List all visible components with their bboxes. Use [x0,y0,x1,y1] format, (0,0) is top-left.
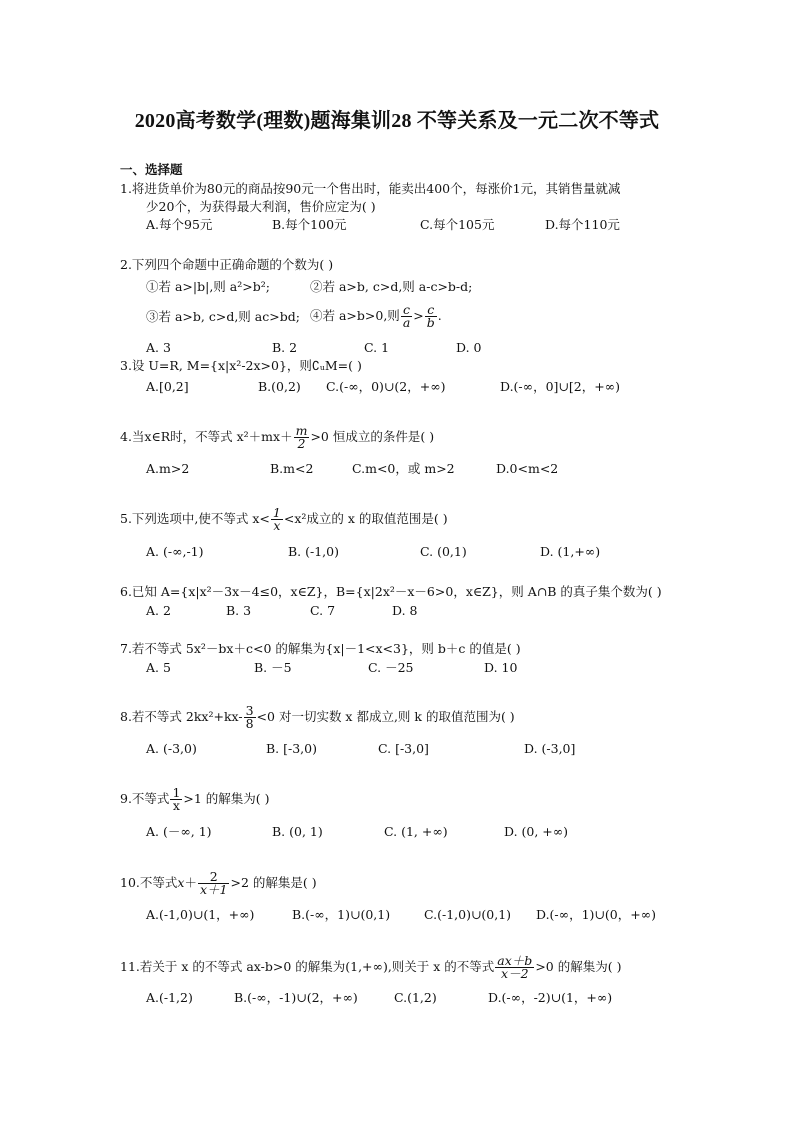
question-9-option-d: D. (0, +∞) [504,824,569,839]
question-9-option-b: B. (0, 1) [272,824,323,839]
question-8-option-d: D. (-3,0] [524,741,576,756]
question-3-stem: 3.设 U=R, M={x|x²-2x>0}，则∁ᵤM=( ) [120,358,362,373]
question-8-stem [120,698,515,736]
question-5-text-after: <x²成立的 x 的取值范围是( ) [283,511,448,526]
fraction-numerator: ax＋b [497,952,533,968]
fraction-3-over-8 [244,702,256,731]
question-11-text-after: >0 的解集为( ) [535,959,622,974]
fraction-c-over-a [401,301,412,330]
question-9-text-before: 9.不等式 [120,791,170,806]
fraction-numerator: 3 [245,702,254,718]
question-9-option-a: A. (－∞, 1) [146,824,212,839]
question-1-option-c: C.每个105元 [420,217,495,232]
question-2-option-b: B. 2 [272,340,298,355]
question-6-stem: 6.已知 A={x|x²－3x－4≤0，x∈Z}，B={x|2x²－x－6>0，x∈Z}，则 A∩B 的真子集个数为( ) [120,584,662,599]
question-7-option-b: B. －5 [254,660,292,675]
fraction-numerator: 2 [198,871,230,885]
question-2-option-c: C. 1 [364,340,390,355]
question-8-option-c: C. [-3,0] [378,741,429,756]
fraction-denominator: a [402,315,411,330]
question-11-stem [120,948,621,986]
question-7-option-d: D. 10 [484,660,518,675]
variable-x: x [177,875,185,890]
question-4-option-c: C.m<0，或 m>2 [352,461,455,476]
fraction-denominator: x [273,518,281,533]
period: . [437,308,442,323]
fraction-denominator: 8 [245,716,254,731]
question-5-option-d: D. (1,+∞) [540,544,601,559]
fraction-numerator: m [295,422,308,438]
fraction-numerator: 1 [172,784,181,800]
question-11-option-d: D.(-∞，-2)∪(1，+∞) [488,990,613,1005]
question-6-option-b: B. 3 [226,603,252,618]
fraction-denominator: b [426,315,435,330]
fraction-denominator: 2 [297,436,306,451]
fraction-ax-plus-b-over-x-minus-2 [495,952,534,981]
question-2-option-a: A. 3 [146,340,171,355]
question-4-text-before: 4.当x∈R时，不等式 x²＋mx＋ [120,429,293,444]
fraction-numerator: c [401,304,412,318]
fraction-1-over-x [271,504,283,533]
question-3-option-b: B.(0,2) [258,379,301,394]
question-1-option-a: A.每个95元 [146,217,213,232]
question-8-text-before: 8.若不等式 2kx²+kx- [120,709,243,724]
question-8-option-a: A. (-3,0) [146,741,197,756]
page-title: 2020高考数学(理数)题海集训28 不等关系及一元二次不等式 [134,110,660,132]
fraction-denominator: x [172,798,180,813]
fraction-denominator: x＋1 [199,882,228,897]
question-1-line-2: 少20个，为获得最大利润，售价应定为( ) [146,199,376,214]
question-2-proposition-4 [310,298,442,334]
section-heading: 一、选择题 [120,162,183,177]
question-10-option-c: C.(-1,0)∪(0,1) [424,907,512,922]
question-3-option-d: D.(-∞，0]∪[2，+∞) [500,379,620,394]
question-4-stem [120,418,434,456]
question-5-option-b: B. (-1,0) [288,544,339,559]
fraction-c-over-b [425,301,437,330]
question-7-option-a: A. 5 [146,660,171,675]
question-10-text-before: 10.不等式 [120,875,178,890]
question-11-text-before: 11.若关于 x 的不等式 ax-b>0 的解集为(1,+∞),则关于 x 的不等式 [120,959,495,974]
question-2-proposition-1: ①若 a>|b|,则 a²>b²; [146,279,270,294]
question-7-stem: 7.若不等式 5x²－bx＋c<0 的解集为{x|－1<x<3}，则 b＋c 的值是( ) [120,641,521,656]
question-10-text-after: >2 的解集是( ) [230,875,317,890]
question-9-stem [120,780,270,818]
greater-than-sign: > [413,308,424,323]
question-4-option-d: D.0<m<2 [496,461,559,476]
question-3-option-c: C.(-∞，0)∪(2，+∞) [326,379,446,394]
question-5-text-before: 5.下列选项中,使不等式 x< [120,511,270,526]
question-2-stem: 2.下列四个命题中正确命题的个数为( ) [120,257,334,272]
question-5-option-a: A. (-∞,-1) [146,544,204,559]
question-11-option-a: A.(-1,2) [146,990,193,1005]
question-2-proposition-3: ③若 a>b, c>d,则 ac>bd; [146,309,300,324]
fraction-denominator: x－2 [501,966,529,981]
question-1-option-d: D.每个110元 [545,217,620,232]
question-1-option-b: B.每个100元 [272,217,347,232]
fraction-2-over-x-plus-1 [198,868,230,897]
question-6-option-d: D. 8 [392,603,418,618]
fraction-m-over-2 [294,422,310,451]
question-11-option-b: B.(-∞，-1)∪(2，+∞) [234,990,358,1005]
question-3-option-a: A.[0,2] [146,379,189,394]
question-1-line-1: 1.将进货单价为80元的商品按90元一个售出时，能卖出400个，每涨价1元，其销售量就减 [120,181,621,196]
question-4-option-a: A.m>2 [146,461,190,476]
fraction-1-over-x [170,784,182,813]
question-2-proposition-2: ②若 a>b, c>d,则 a-c>b-d; [310,279,473,294]
question-6-option-a: A. 2 [146,603,171,618]
question-5-stem [120,500,448,538]
fraction-numerator: 1 [272,504,281,520]
proposition-4-prefix: ④若 a>b>0,则 [310,308,400,323]
question-4-option-b: B.m<2 [270,461,314,476]
question-10-option-a: A.(-1,0)∪(1，+∞) [146,907,255,922]
question-5-option-c: C. (0,1) [420,544,467,559]
question-11-option-c: C.(1,2) [394,990,437,1005]
question-4-text-after: >0 恒成立的条件是( ) [310,429,435,444]
question-7-option-c: C. －25 [368,660,414,675]
plus-sign: ＋ [184,875,197,890]
fraction-numerator: c [425,304,437,318]
question-8-text-after: <0 对一切实数 x 都成立,则 k 的取值范围为( ) [256,709,515,724]
question-8-option-b: B. [-3,0) [266,741,317,756]
question-10-stem [120,864,317,902]
question-10-option-b: B.(-∞，1)∪(0,1) [292,907,391,922]
question-9-text-after: >1 的解集为( ) [183,791,270,806]
question-10-option-d: D.(-∞，1)∪(0，+∞) [536,907,656,922]
question-6-option-c: C. 7 [310,603,336,618]
question-2-option-d: D. 0 [456,340,482,355]
question-9-option-c: C. (1, +∞) [384,824,448,839]
